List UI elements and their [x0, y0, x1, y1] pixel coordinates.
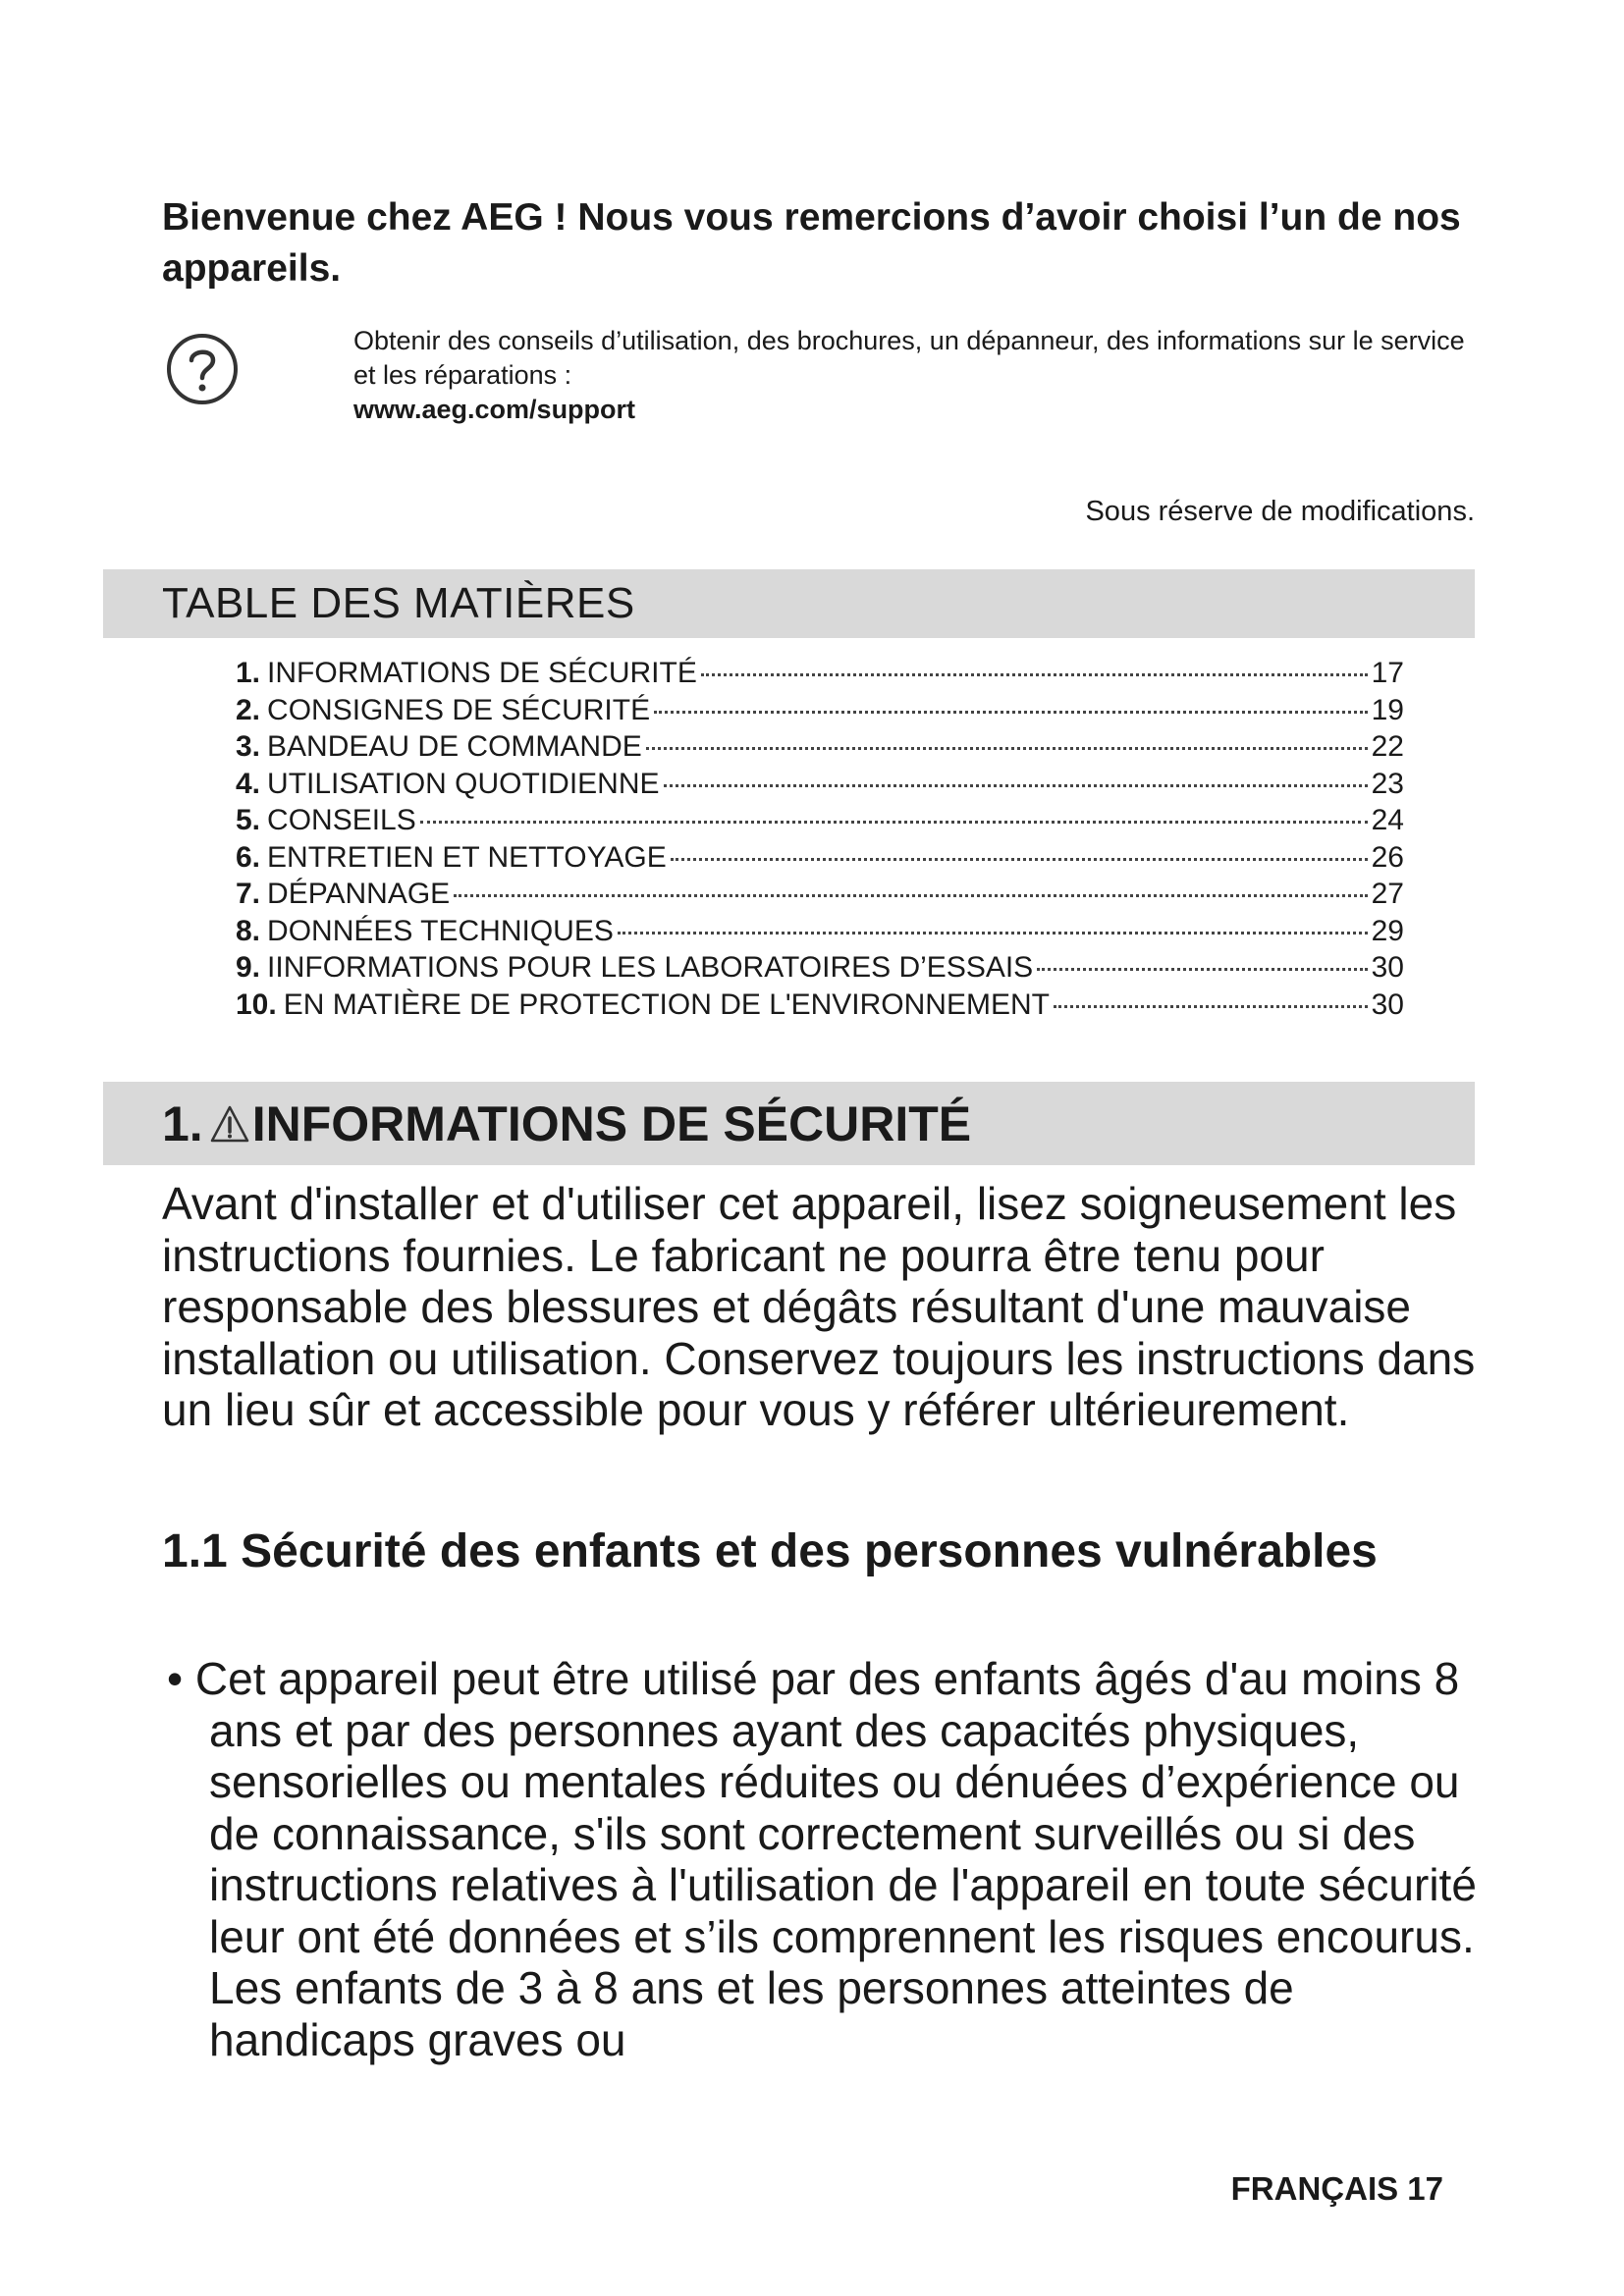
toc-item[interactable]: [236, 728, 1404, 766]
toc-item-page: 24: [1371, 804, 1404, 836]
toc-item-label: DONNÉES TECHNIQUES: [267, 914, 614, 947]
toc-item-label: UTILISATION QUOTIDIENNE: [267, 767, 660, 800]
toc-leader-dots: [701, 673, 1368, 676]
toc-item[interactable]: [236, 839, 1404, 877]
toc-item-label: EN MATIÈRE DE PROTECTION DE L'ENVIRONNEMENT: [283, 988, 1050, 1021]
toc-item-label: CONSIGNES DE SÉCURITÉ: [267, 693, 651, 726]
support-link[interactable]: www.aeg.com/support: [353, 395, 636, 424]
bullet-text: Cet appareil peut être utilisé par des enfants âgés d'au moins 8 ans et par des personnes ayant des capacités physiques, sensorielles ou mentales réduites ou dénuées d’expérience ou de connaissance, s'ils sont correctement surveillés ou si des instructions relatives à l'utilisation de l'appareil en toute sécurité leur ont été données et s’ils comprennent les risques encourus. Les enfants de 3 à 8 ans et les personnes atteintes de handicaps graves ou: [194, 1653, 1477, 2065]
warning-triangle-icon: [209, 1104, 250, 1144]
toc-item-label: INFORMATIONS DE SÉCURITÉ: [267, 657, 697, 689]
support-info: [353, 324, 1483, 427]
bullet-marker: •: [167, 1653, 184, 1704]
toc-item[interactable]: [236, 766, 1404, 803]
toc-item-number: 5.: [236, 804, 261, 836]
section-title-text: INFORMATIONS DE SÉCURITÉ: [251, 1096, 972, 1151]
toc-item[interactable]: [236, 655, 1404, 692]
toc-item-page: 30: [1371, 988, 1404, 1021]
toc-item-number: 2.: [236, 693, 261, 726]
toc-item-page: 27: [1371, 878, 1404, 910]
toc-item-number: 7.: [236, 878, 261, 910]
toc-leader-dots: [664, 784, 1368, 787]
section-1-title: [162, 1092, 971, 1156]
toc-item-page: 19: [1371, 693, 1404, 726]
modification-notice: Sous réserve de modifications.: [1085, 496, 1475, 527]
toc-item-number: 1.: [236, 657, 261, 689]
toc-item-number: 3.: [236, 730, 261, 763]
subsection-title: 1.1 Sécurité des enfants et des personnes vulnérables: [162, 1525, 1378, 1577]
toc-leader-dots: [671, 858, 1368, 861]
toc-item[interactable]: [236, 913, 1404, 950]
toc-item[interactable]: [236, 692, 1404, 729]
toc-item-page: 17: [1371, 657, 1404, 689]
toc-leader-dots: [454, 894, 1367, 897]
toc-list: [236, 655, 1404, 1023]
toc-item-number: 4.: [236, 767, 261, 800]
toc-title: TABLE DES MATIÈRES: [162, 579, 635, 627]
toc-item-page: 26: [1371, 840, 1404, 874]
toc-item-label: ENTRETIEN ET NETTOYAGE: [267, 840, 667, 874]
toc-item-page: 30: [1371, 951, 1404, 984]
toc-item-page: 22: [1371, 730, 1404, 763]
page-footer: FRANÇAIS 17: [1230, 2170, 1443, 2207]
toc-item-number: 8.: [236, 914, 261, 947]
support-text: Obtenir des conseils d’utilisation, des brochures, un dépanneur, des informations sur le service et les réparations :: [353, 326, 1465, 390]
toc-leader-dots: [1054, 1005, 1368, 1008]
toc-item-label: CONSEILS: [267, 804, 416, 836]
toc-item[interactable]: [236, 987, 1404, 1024]
intro-paragraph: Avant d'installer et d'utiliser cet appareil, lisez soigneusement les instructions fournies. Le fabricant ne pourra être tenu pour responsable des blessures et dégâts résultant d'une mauvaise installation ou utilisation. Conservez toujours les instructions dans un lieu sûr et accessible pour vous y référer ultérieurement.: [162, 1178, 1476, 1435]
toc-item-label: IINFORMATIONS POUR LES LABORATOIRES D’ESSAIS: [267, 951, 1034, 984]
toc-item-label: DÉPANNAGE: [267, 878, 451, 910]
toc-item-page: 29: [1371, 914, 1404, 947]
toc-leader-dots: [618, 932, 1368, 934]
toc-item-page: 23: [1371, 767, 1404, 800]
welcome-heading: Bienvenue chez AEG ! Nous vous remercions d’avoir choisi l’un de nos appareils.: [162, 196, 1461, 290]
toc-item[interactable]: [236, 876, 1404, 913]
toc-leader-dots: [420, 821, 1368, 824]
question-circle-icon: [165, 332, 240, 406]
toc-item[interactable]: [236, 949, 1404, 987]
list-item: [167, 1653, 1505, 2065]
toc-leader-dots: [654, 711, 1368, 714]
toc-leader-dots: [1037, 968, 1367, 971]
toc-leader-dots: [646, 747, 1368, 750]
toc-item-number: 9.: [236, 951, 261, 984]
toc-item[interactable]: [236, 802, 1404, 839]
toc-item-number: 6.: [236, 840, 261, 874]
section-number: 1.: [162, 1096, 203, 1151]
toc-item-label: BANDEAU DE COMMANDE: [267, 730, 642, 763]
toc-item-number: 10.: [236, 988, 277, 1021]
